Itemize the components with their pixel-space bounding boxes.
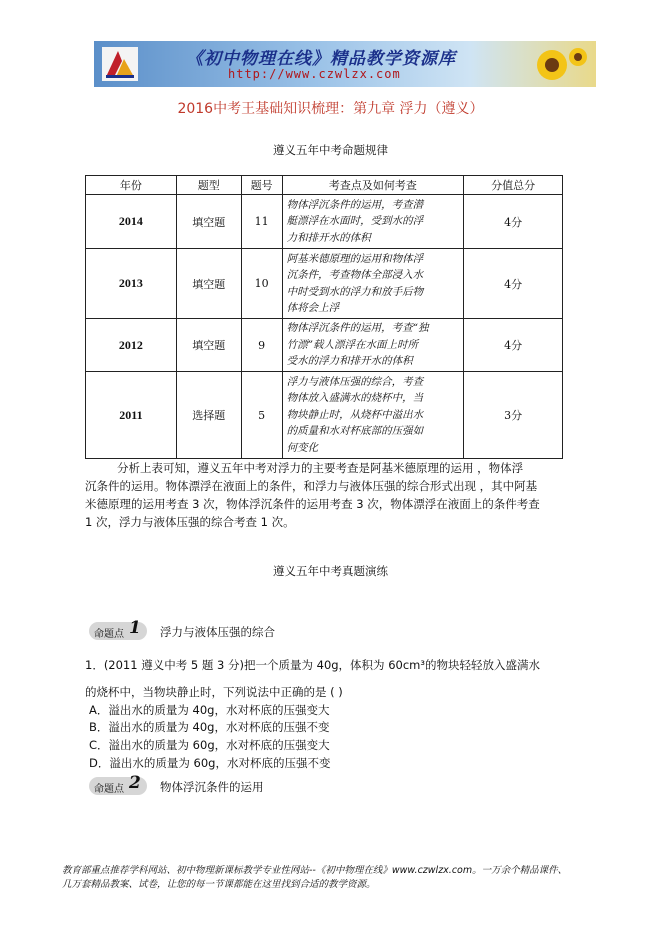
year-cell: 2014: [86, 195, 177, 249]
type-cell: 填空题: [176, 319, 241, 372]
topic-label-2: 物体浮沉条件的运用: [160, 780, 264, 794]
banner-title: 《初中物理在线》精品教学资源库: [186, 49, 456, 69]
banner-url[interactable]: http://www.czwlzx.com: [228, 67, 401, 81]
analysis-paragraph: 分析上表可知，遵义五年中考对浮力的主要考查是阿基米德原理的运用 ，物体浮 沉条件的运用。物体漂浮在液面上的条件，和浮力与液体压强的综合形式出现 ，其中阿基 米德原理的运用考查 3 次，物体浮沉条件的运用考查 3 次，物体漂浮在液面上的条件考查 1 次，浮力与液体压强的综合考查 1 次。: [85, 461, 540, 529]
topic-label-1: 浮力与液体压强的综合: [160, 625, 275, 639]
number-cell: 5: [241, 372, 282, 459]
option-d: D．溢出水的质量为 60g，水对杯底的压强不变: [89, 756, 331, 770]
number-cell: 10: [241, 249, 282, 319]
type-cell: 填空题: [176, 195, 241, 249]
year-cell: 2011: [86, 372, 177, 459]
table-row: [86, 195, 563, 249]
score-cell: 4分: [464, 249, 563, 319]
number-cell: 9: [241, 319, 282, 372]
column-header: 考查点及如何考查: [282, 176, 464, 195]
page-footer: 教育部重点推荐学科网站、初中物理新课标教学专业性网站--《初中物理在线》www.czwlzx.com。一万余个精品课件、 几万套精品教案、试卷，让您的每一节课都能在这里找到合适的教学资源。: [62, 865, 568, 890]
year-cell: 2013: [86, 249, 177, 319]
number-cell: 11: [241, 195, 282, 249]
site-logo-icon: [102, 47, 138, 81]
header-banner: [94, 41, 596, 87]
question-1-stem-cont: 的烧杯中，当物块静止时，下列说法中正确的是 ( ): [85, 685, 343, 699]
column-header: 题号: [241, 176, 282, 195]
sunflower-icon: [528, 45, 588, 85]
score-cell: 4分: [464, 195, 563, 249]
type-cell: 选择题: [176, 372, 241, 459]
table-row: [86, 319, 563, 372]
description-cell: 物体浮沉条件的运用，考查潜 艇漂浮在水面时，受到水的浮 力和排开水的体积: [282, 195, 464, 249]
option-c: C．溢出水的质量为 60g，水对杯底的压强变大: [89, 738, 330, 752]
section-title-patterns: 遵义五年中考命题规律: [273, 143, 388, 157]
section-title-practice: 遵义五年中考真题演练: [273, 564, 388, 578]
question-1-stem: 1．(2011 遵义中考 5 题 3 分)把一个质量为 40g，体积为 60cm³的物块轻轻放入盛满水: [85, 658, 540, 672]
column-header: 题型: [176, 176, 241, 195]
column-header: 分值总分: [464, 176, 563, 195]
document-title: 2016中考王基础知识梳理：第九章 浮力（遵义）: [177, 101, 484, 117]
option-a: A．溢出水的质量为 40g，水对杯底的压强变大: [89, 703, 330, 717]
option-b: B．溢出水的质量为 40g，水对杯底的压强不变: [89, 720, 330, 734]
score-cell: 3分: [464, 372, 563, 459]
table-header-row: [86, 176, 563, 195]
description-cell: 物体浮沉条件的运用，考查“独 竹漂”载人漂浮在水面上时所 受水的浮力和排开水的体积: [282, 319, 464, 372]
description-cell: 浮力与液体压强的综合，考查 物体放入盛满水的烧杯中，当 物块静止时，从烧杯中溢出水 的质量和水对杯底部的压强如 何变化: [282, 372, 464, 459]
description-cell: 阿基米德原理的运用和物体浮 沉条件，考查物体全部浸入水 中时受到水的浮力和放手后物 体将会上浮: [282, 249, 464, 319]
topic-badge-2: 命题点 2: [89, 777, 147, 795]
table-row: [86, 249, 563, 319]
table-row: [86, 372, 563, 459]
column-header: 年份: [86, 176, 177, 195]
type-cell: 填空题: [176, 249, 241, 319]
exam-pattern-table: [85, 175, 563, 459]
score-cell: 4分: [464, 319, 563, 372]
topic-badge-1: 命题点 1: [89, 622, 147, 640]
year-cell: 2012: [86, 319, 177, 372]
